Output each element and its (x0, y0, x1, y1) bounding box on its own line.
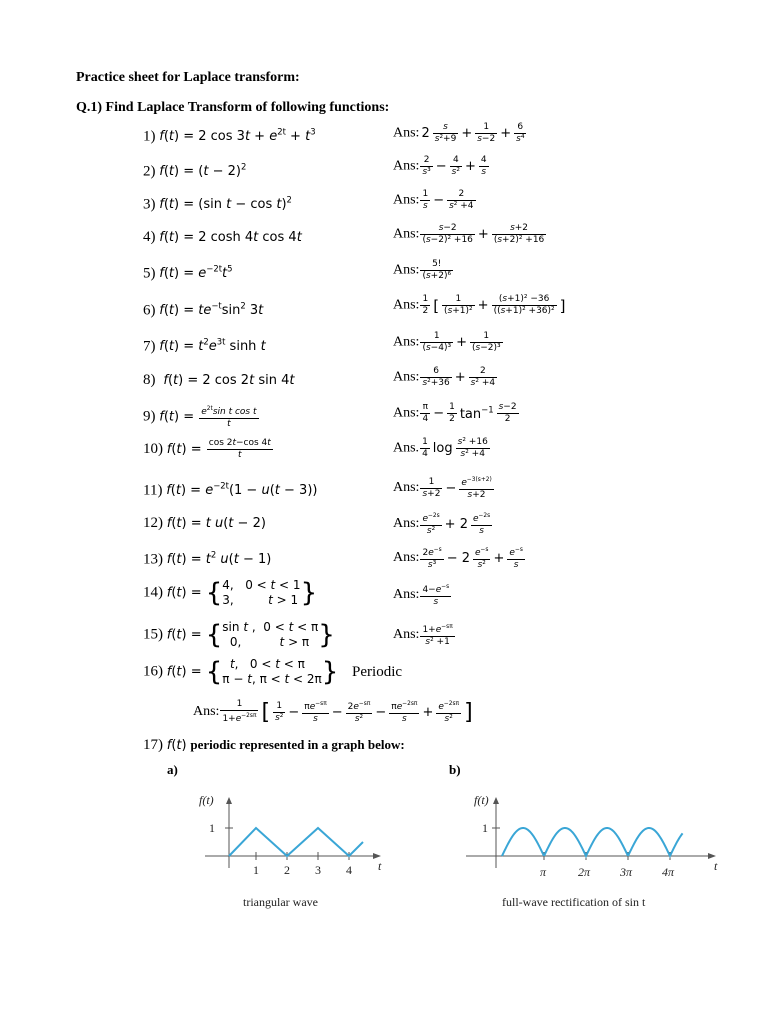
problem-5: 5) $f(t) = e^{-2t}t^5$ (143, 264, 233, 282)
answer-14: Ans: $\frac{4-e^{-s}}{s}$ (393, 584, 450, 607)
answer-10: Ans. $\frac{1}{4}$ log $\frac{\text{s² +16}}{\text{s² +4}}$ (393, 437, 488, 459)
problem-17: 17) f(t) periodic represented in a graph below: (143, 737, 405, 753)
answer-9: Ans: $\frac{\pi}{4}$ − $\frac{1}{2}$ $\tan^{-1}$ $\frac{s-2}{2}$ (393, 402, 517, 424)
answer-6: Ans: $\frac{1}{2}$ [ $\frac{1}{\text{(s+1)²}}$ + $\frac{\text{(s+1)² −36}}{\text{((s+1)² +36)²}}$ ] (393, 294, 566, 316)
answer-3: Ans: $\frac{1}{s}$ − $\frac{2}{\text{s² +4}}$ (393, 189, 474, 211)
x-tick-3: 3 (315, 863, 321, 877)
x-tick-4: 4 (346, 863, 352, 877)
problem-8: 8) f(t) = 2 cos 2t sin 4t (143, 372, 295, 388)
answer-4: Ans: $\frac{s-2}{\text{(s−2)² +16}}$ + $\frac{s+2}{\text{(s+2)² +16}}$ (393, 223, 545, 245)
triangular-wave-curve (229, 828, 363, 856)
y-axis-label: f(t) (199, 793, 214, 807)
triangular-wave-graph (195, 790, 395, 918)
x-tick-3pi: 3π (620, 865, 633, 879)
rectified-sine-curve (502, 828, 683, 856)
answer-13: Ans: $\frac{2e^{-s}}{\text{s³}}$ − 2 $\frac{e^{-s}}{\text{s²}}$ + $\frac{e^{-s}}{s}$ (393, 547, 523, 570)
problem-3: 3) f(t) = (sin t − cos t)$^2$ (143, 195, 292, 213)
graph-a-caption: triangular wave (243, 895, 318, 909)
answer-1: Ans: 2 $\frac{s}{\text{s²+9}}$ + $\frac{1}{s-2}$ + $\frac{6}{\text{s⁴}}$ (393, 122, 525, 144)
x-tick-pi: π (540, 865, 547, 879)
y-axis-arrow (226, 797, 232, 804)
t-axis-label: t (714, 859, 718, 873)
problem-7: 7) $f(t) = t^2e^{3t}$ sinh t (143, 337, 266, 355)
part-b-label: b) (449, 762, 461, 777)
problem-12: 12) f(t) = t u(t − 2) (143, 515, 266, 531)
y-tick-label: 1 (209, 821, 215, 835)
problem-2: 2) $f(t) = (t - 2)^2$ (143, 162, 247, 180)
problem-14: 14) f(t) = {4, 0 < t < 1 3, t > 1} (143, 578, 318, 608)
problem-6: 6) $f(t) = te^{-t}\sin^2$ 3t (143, 301, 264, 319)
answer-7: Ans: $\frac{1}{\text{(s−4)³}}$ + $\frac{1}{\text{(s−2)³}}$ (393, 331, 501, 353)
problem-13: 13) $f(t) = t^2$ u(t − 1) (143, 550, 272, 568)
graph-b-caption: full-wave rectification of sin t (502, 895, 646, 909)
problem-16: 16) f(t) = { t, 0 < t < π π − t, π < t < 2π} Periodic (143, 657, 403, 687)
problem-1: 1) f(t) = 2 $\cos 3t + e^{2t} + t^3$ (143, 127, 316, 145)
problem-15: 15) f(t) = {sin t , 0 < t < π 0, t > π } (143, 620, 335, 650)
x-tick-2: 2 (284, 863, 290, 877)
answer-11: Ans: $\frac{1}{s+2}$ − $\frac{e^{-3(s+2)}}{s+2}$ (393, 476, 492, 500)
problem-11: 11) $f(t) = e^{-2t}(1 - u(t - 3))$ (143, 481, 318, 499)
periodic-note: Periodic (352, 663, 403, 680)
x-tick-4pi: 4π (662, 865, 675, 879)
question-heading: Q.1) Find Laplace Transform of following functions: (76, 100, 390, 115)
x-tick-2pi: 2π (578, 865, 591, 879)
answer-12: Ans: $\frac{e^{-2s}}{\text{s²}}$ + 2 $\frac{e^{-2s}}{s}$ (393, 513, 491, 536)
y-axis-label: f(t) (474, 793, 489, 807)
y-tick-label: 1 (482, 821, 488, 835)
answer-2: Ans: $\frac{2}{\text{s³}}$ − $\frac{4}{\text{s²}}$ + $\frac{4}{s}$ (393, 155, 487, 177)
part-a-label: a) (167, 762, 178, 777)
full-wave-rectification-graph (458, 790, 730, 918)
answer-8: Ans: $\frac{6}{\text{s²+36}}$ + $\frac{2}{\text{s² +4}}$ (393, 366, 496, 388)
answer-15: Ans: $\frac{1+e^{-s\pi}}{\text{s² +1}}$ (393, 624, 453, 647)
x-tick-1: 1 (253, 863, 259, 877)
problem-10: 10) f(t) = $\frac{\cos 2t-\cos 4t}{t}$ (143, 438, 271, 460)
t-axis-label: t (378, 859, 382, 873)
y-axis-arrow (493, 797, 499, 804)
answer-5: Ans: $\frac{5!}{\text{(s+2)⁶}}$ (393, 259, 452, 281)
problem-9: 9) f(t) = $\frac{e^{2t}\sin t \cos t}{t}$ (143, 406, 257, 429)
problem-4: 4) f(t) = 2 cosh 4t cos 4t (143, 229, 302, 245)
answer-16: Ans: $\frac{1}{1+e^{-2s\pi}}$ [ $\frac{1}{\text{s²}}$ − $\frac{\pi e^{-s\pi}}{s}$ − $\frac{2e^{-s\pi}}{\text{s²}}$ − $\frac{\pi e^{-2s\pi}}{s}$ + $\frac{e^{-2s\pi}}{\text{s²}}$ ] (193, 699, 473, 725)
page-title: Practice sheet for Laplace transform: (76, 70, 300, 85)
